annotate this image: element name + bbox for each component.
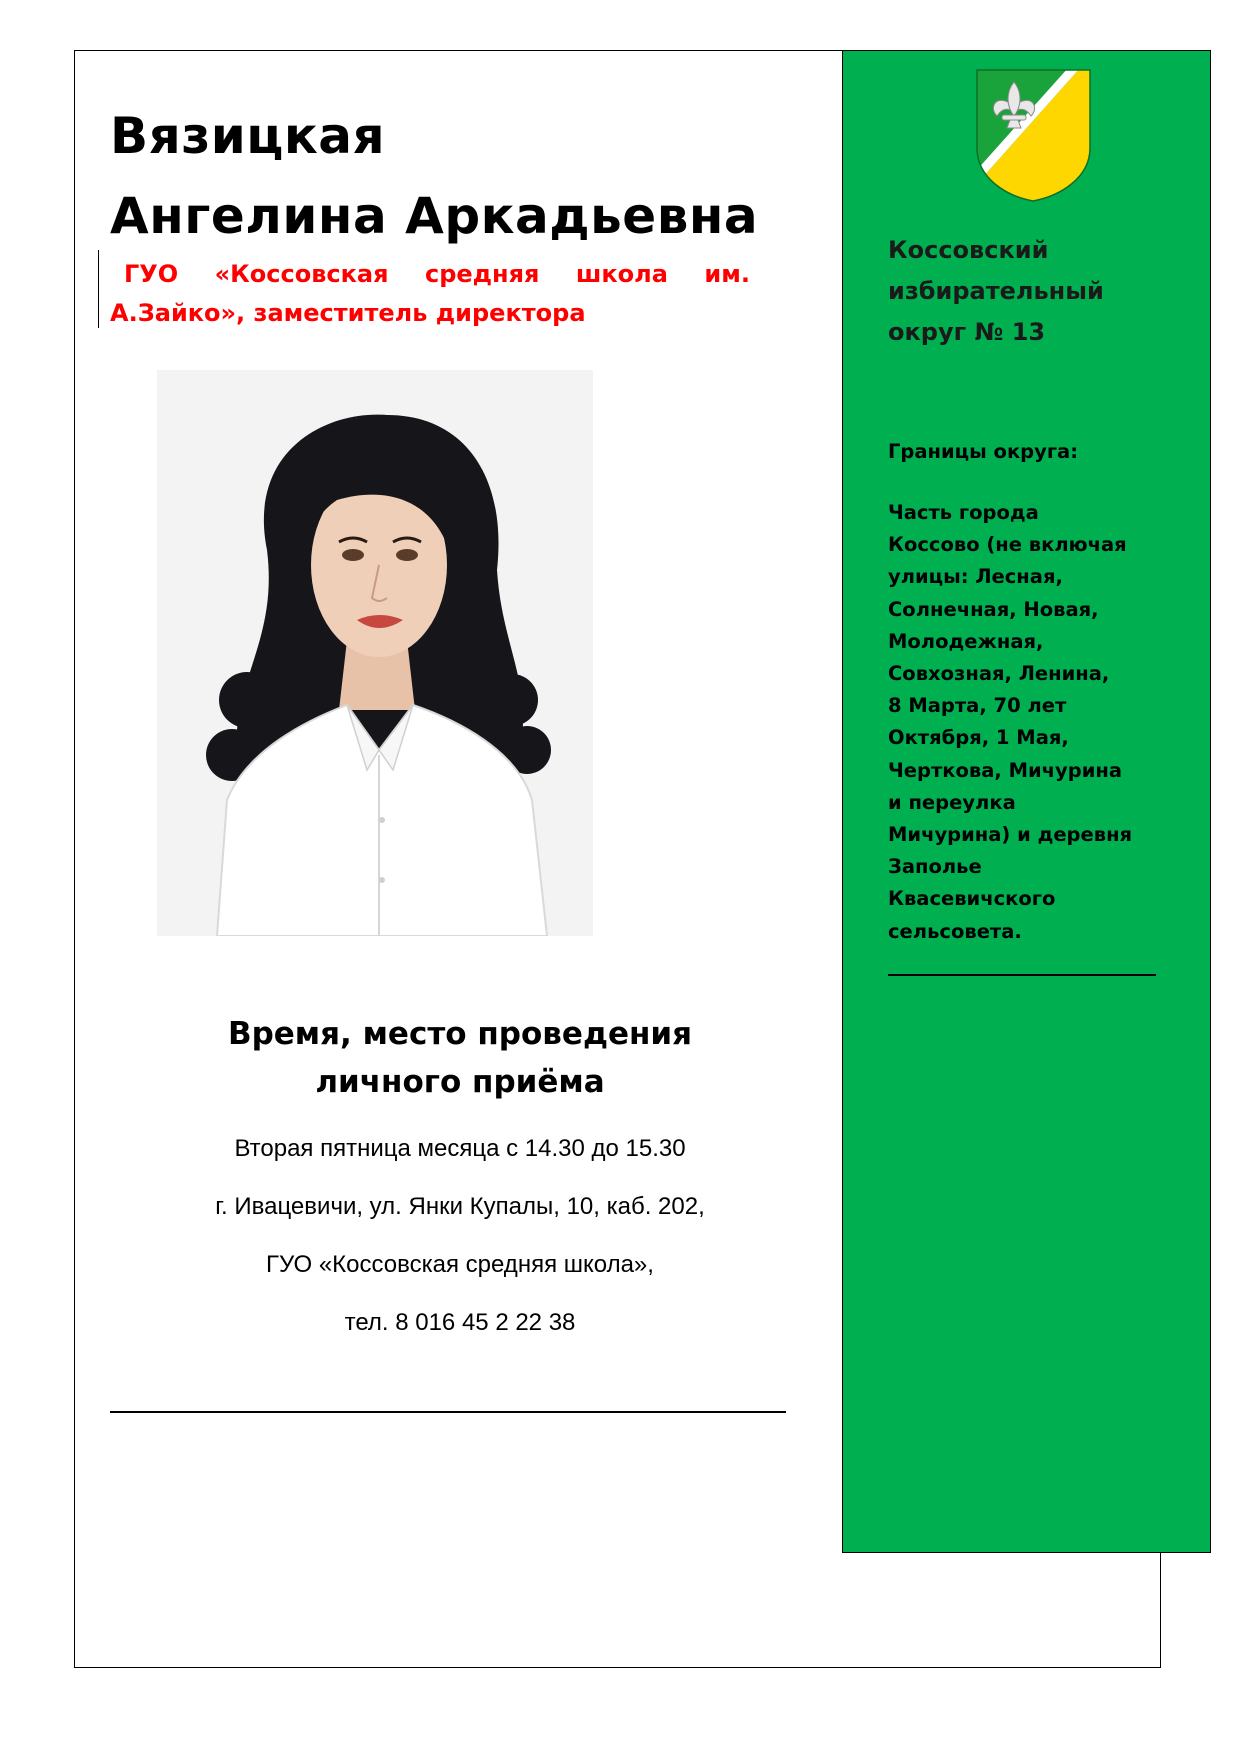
reception-schedule: Вторая пятница месяца с 14.30 до 15.30 [234,1135,686,1162]
candidate-surname: Вязицкая [110,107,386,165]
bounds-divider-line [888,974,1156,976]
bounds-line: Мичурина) и деревня [888,823,1133,847]
position-line-2: А.Зайко», заместитель директора [110,299,586,327]
bounds-line: Заполье [888,855,982,879]
reception-title-line: личного приёма [315,1064,605,1100]
bounds-title: Границы округа: [888,440,1079,463]
reception-address: г. Ивацевичи, ул. Янки Купалы, 10, каб. 202, [215,1193,705,1220]
reception-organization: ГУО «Коссовская средняя школа», [266,1251,654,1278]
position-word: ГУО [124,260,179,288]
reception-phone: тел. 8 016 45 2 22 38 [344,1309,576,1336]
candidate-photo [157,370,593,936]
bounds-line: Октября, 1 Мая, [888,726,1069,750]
reception-title [110,1010,810,1106]
reception-section [110,1010,810,1352]
bounds-line: улицы: Лесная, [888,565,1063,589]
reception-details [110,1120,810,1352]
candidate-name [110,96,830,256]
bounds-line: Черткова, Мичурина [888,758,1122,782]
position-word: школа [575,260,668,288]
coat-of-arms-icon [975,68,1092,203]
district-line: Коссовский [888,236,1049,264]
district-line: избирательный [888,277,1104,305]
position-word: им. [704,260,750,288]
district-number: округ № 13 [888,318,1046,346]
bounds-line: Солнечная, Новая, [888,597,1099,621]
bounds-line: Коссово (не включая [888,533,1127,557]
divider-line [110,1411,786,1413]
district-bounds [888,497,1208,948]
position-word: средняя [424,260,540,288]
position-line-1 [110,255,750,294]
bounds-line: и переулка [888,790,1016,814]
district-name [888,230,1188,353]
bounds-line: 8 Марта, 70 лет [888,694,1067,718]
bounds-line: Молодежная, [888,629,1044,653]
portrait-illustration [157,370,593,936]
bounds-line: сельсовета. [888,919,1022,943]
position-marker [98,250,99,328]
candidate-position [110,255,750,333]
bounds-line: Квасевичского [888,887,1056,911]
bounds-line: Часть города [888,501,1039,524]
candidate-given-names: Ангелина Аркадьевна [110,187,759,245]
position-word: «Коссовская [214,260,389,288]
bounds-line: Совхозная, Ленина, [888,662,1110,686]
reception-title-line: Время, место проведения [227,1016,693,1052]
